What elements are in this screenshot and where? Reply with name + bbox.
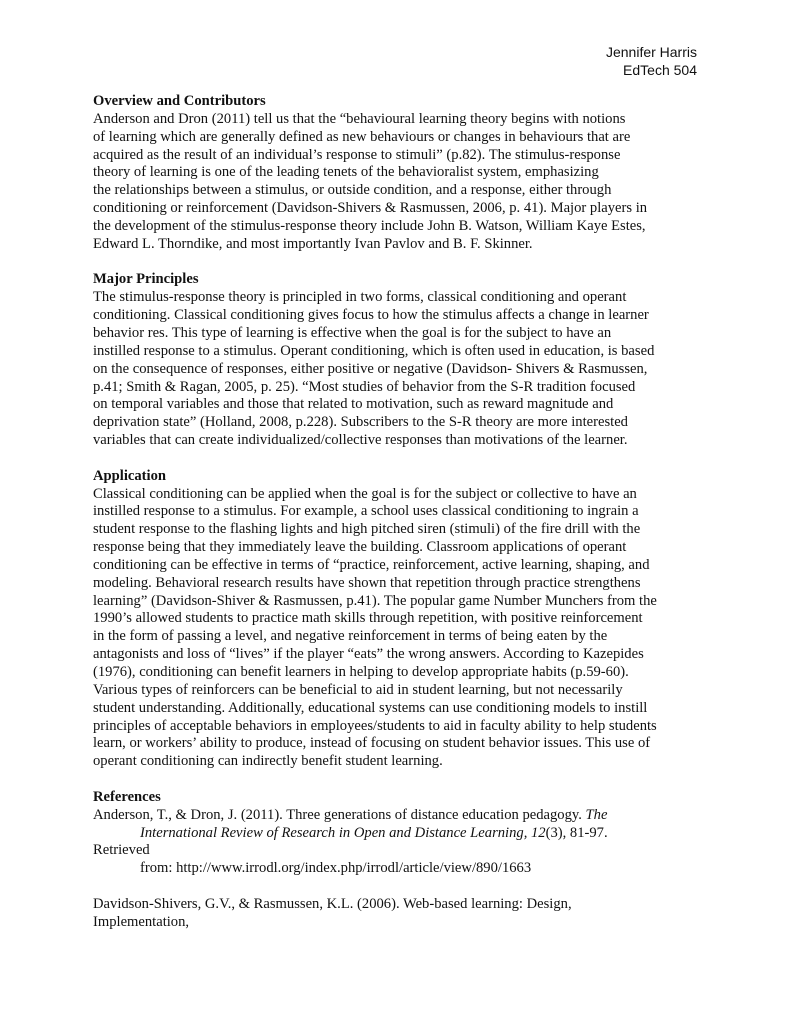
paragraph-line: in the form of passing a level, and negative reinforcement in terms of being eaten by the [93,628,608,645]
reference-line: Retrieved [93,842,150,859]
paragraph-line: Various types of reinforcers can be beneficial to aid in student learning, but not necessarily [93,681,623,698]
section-references [93,789,705,932]
paragraph-line: conditioning or reinforcement (Davidson-Shivers & Rasmussen, 2006, p. 41). Major players in [93,200,648,217]
paragraph-line: 1990’s allowed students to practice math skills through repetition, with positive reinforcement [93,610,643,627]
paragraph-line: on temporal variables and those that related to motivation, such as reward magnitude and [93,396,614,413]
document-body [93,93,705,950]
paragraph-line: Anderson and Dron (2011) tell us that the “behavioural learning theory begins with notions [93,110,626,127]
paragraph-line: theory of learning is one of the leading tenets of the behavioralist system, emphasizing [93,164,599,181]
paragraph-line: antagonists and loss of “lives” if the player “eats” the wrong answers. According to Kazepides [93,646,644,663]
paragraph-line: acquired as the result of an individual’s response to stimuli” (p.82). The stimulus-response [93,146,621,163]
paragraph-line: variables that can create individualized/collective responses than motivations of the learner. [93,432,628,449]
section-heading: Major Principles [93,271,199,288]
reference-spacer [93,878,705,896]
paragraph-line: learn, or workers’ ability to produce, instead of focusing on student behavior issues. This use of [93,735,651,752]
reference-journal-title: International Review of Research in Open and Distance Learning, 12 [140,824,546,841]
paragraph-line: Classical conditioning can be applied when the goal is for the subject or collective to have an [93,485,637,502]
reference-line: Implementation, [93,913,190,930]
reference-journal-title: The [585,806,608,823]
paragraph-line: modeling. Behavioral research results have shown that repetition through practice strengthens [93,574,641,591]
course-name: EdTech 504 [623,61,697,78]
paragraph-line: (1976), conditioning can benefit learners in helping to develop appropriate habits (p.59-60). [93,664,629,680]
paragraph-line: deprivation state” (Holland, 2008, p.228). Subscribers to the S-R theory are more interested [93,414,628,431]
paragraph-line: of learning which are generally defined as new behaviours or changes in behaviours that are [93,128,631,145]
paragraph-line: learning” (Davidson-Shiver & Rasmussen, p.41). The popular game Number Munchers from the [93,592,657,609]
section-application [93,468,705,771]
section-overview [93,93,705,254]
paragraph-line: student understanding. Additionally, educational systems can use conditioning models to instill [93,699,648,716]
page-header [606,44,697,79]
reference-url: from: http://www.irrodl.org/index.php/irrodl/article/view/890/1663 [140,860,532,877]
paragraph-line: behavior res. This type of learning is effective when the goal is for the subject to have an [93,324,612,341]
paragraph-line: The stimulus-response theory is principled in two forms, classical conditioning and operant [93,289,627,306]
paragraph-line: instilled response to a stimulus. For example, a school uses classical conditioning to ingrain a [93,503,639,520]
reference-line: Davidson-Shivers, G.V., & Rasmussen, K.L. (2006). Web-based learning: Design, [93,895,572,912]
reference-text: Anderson, T., & Dron, J. (2011). Three generations of distance education pedagogy. [93,806,586,823]
author-name: Jennifer Harris [605,44,697,60]
paragraph-line: the development of the stimulus-response theory include John B. Watson, William Kaye Estes, [93,217,646,234]
reference-text: (3), 81-97. [545,824,608,841]
paragraph-line: Edward L. Thorndike, and most importantly Ivan Pavlov and B. F. Skinner. [93,235,533,252]
paragraph-line: conditioning can be effective in terms of “practice, reinforcement, active learning, shaping, and [93,556,650,573]
paragraph-line: instilled response to a stimulus. Operant conditioning, which is often used in education, is based [93,342,655,359]
paragraph-line: student response to the flashing lights and high pitched siren (stimuli) of the fire drill with the [93,521,641,538]
section-heading: Overview and Contributors [93,93,266,109]
paragraph-line: on the consequence of responses, either positive or negative (Davidson- Shivers & Rasmussen, [93,360,648,377]
paragraph-line: operant conditioning can indirectly benefit student learning. [93,753,443,770]
reference-line [93,807,705,825]
reference-line [93,825,705,843]
section-heading: References [93,788,161,805]
paragraph-line: principles of acceptable behaviors in employees/students to aid in faculty ability to help students [93,717,657,734]
paragraph-line: the relationships between a stimulus, or outside condition, and a response, either through [93,182,612,199]
paragraph-line: response being that they immediately leave the building. Classroom applications of operant [93,539,627,556]
section-heading: Application [93,467,166,484]
section-major-principles [93,271,705,449]
paragraph-line: conditioning. Classical conditioning gives focus to how the stimulus affects a change in learner [93,307,649,324]
paragraph-line: p.41; Smith & Ragan, 2005, p. 25). “Most studies of behavior from the S-R tradition focused [93,378,636,395]
